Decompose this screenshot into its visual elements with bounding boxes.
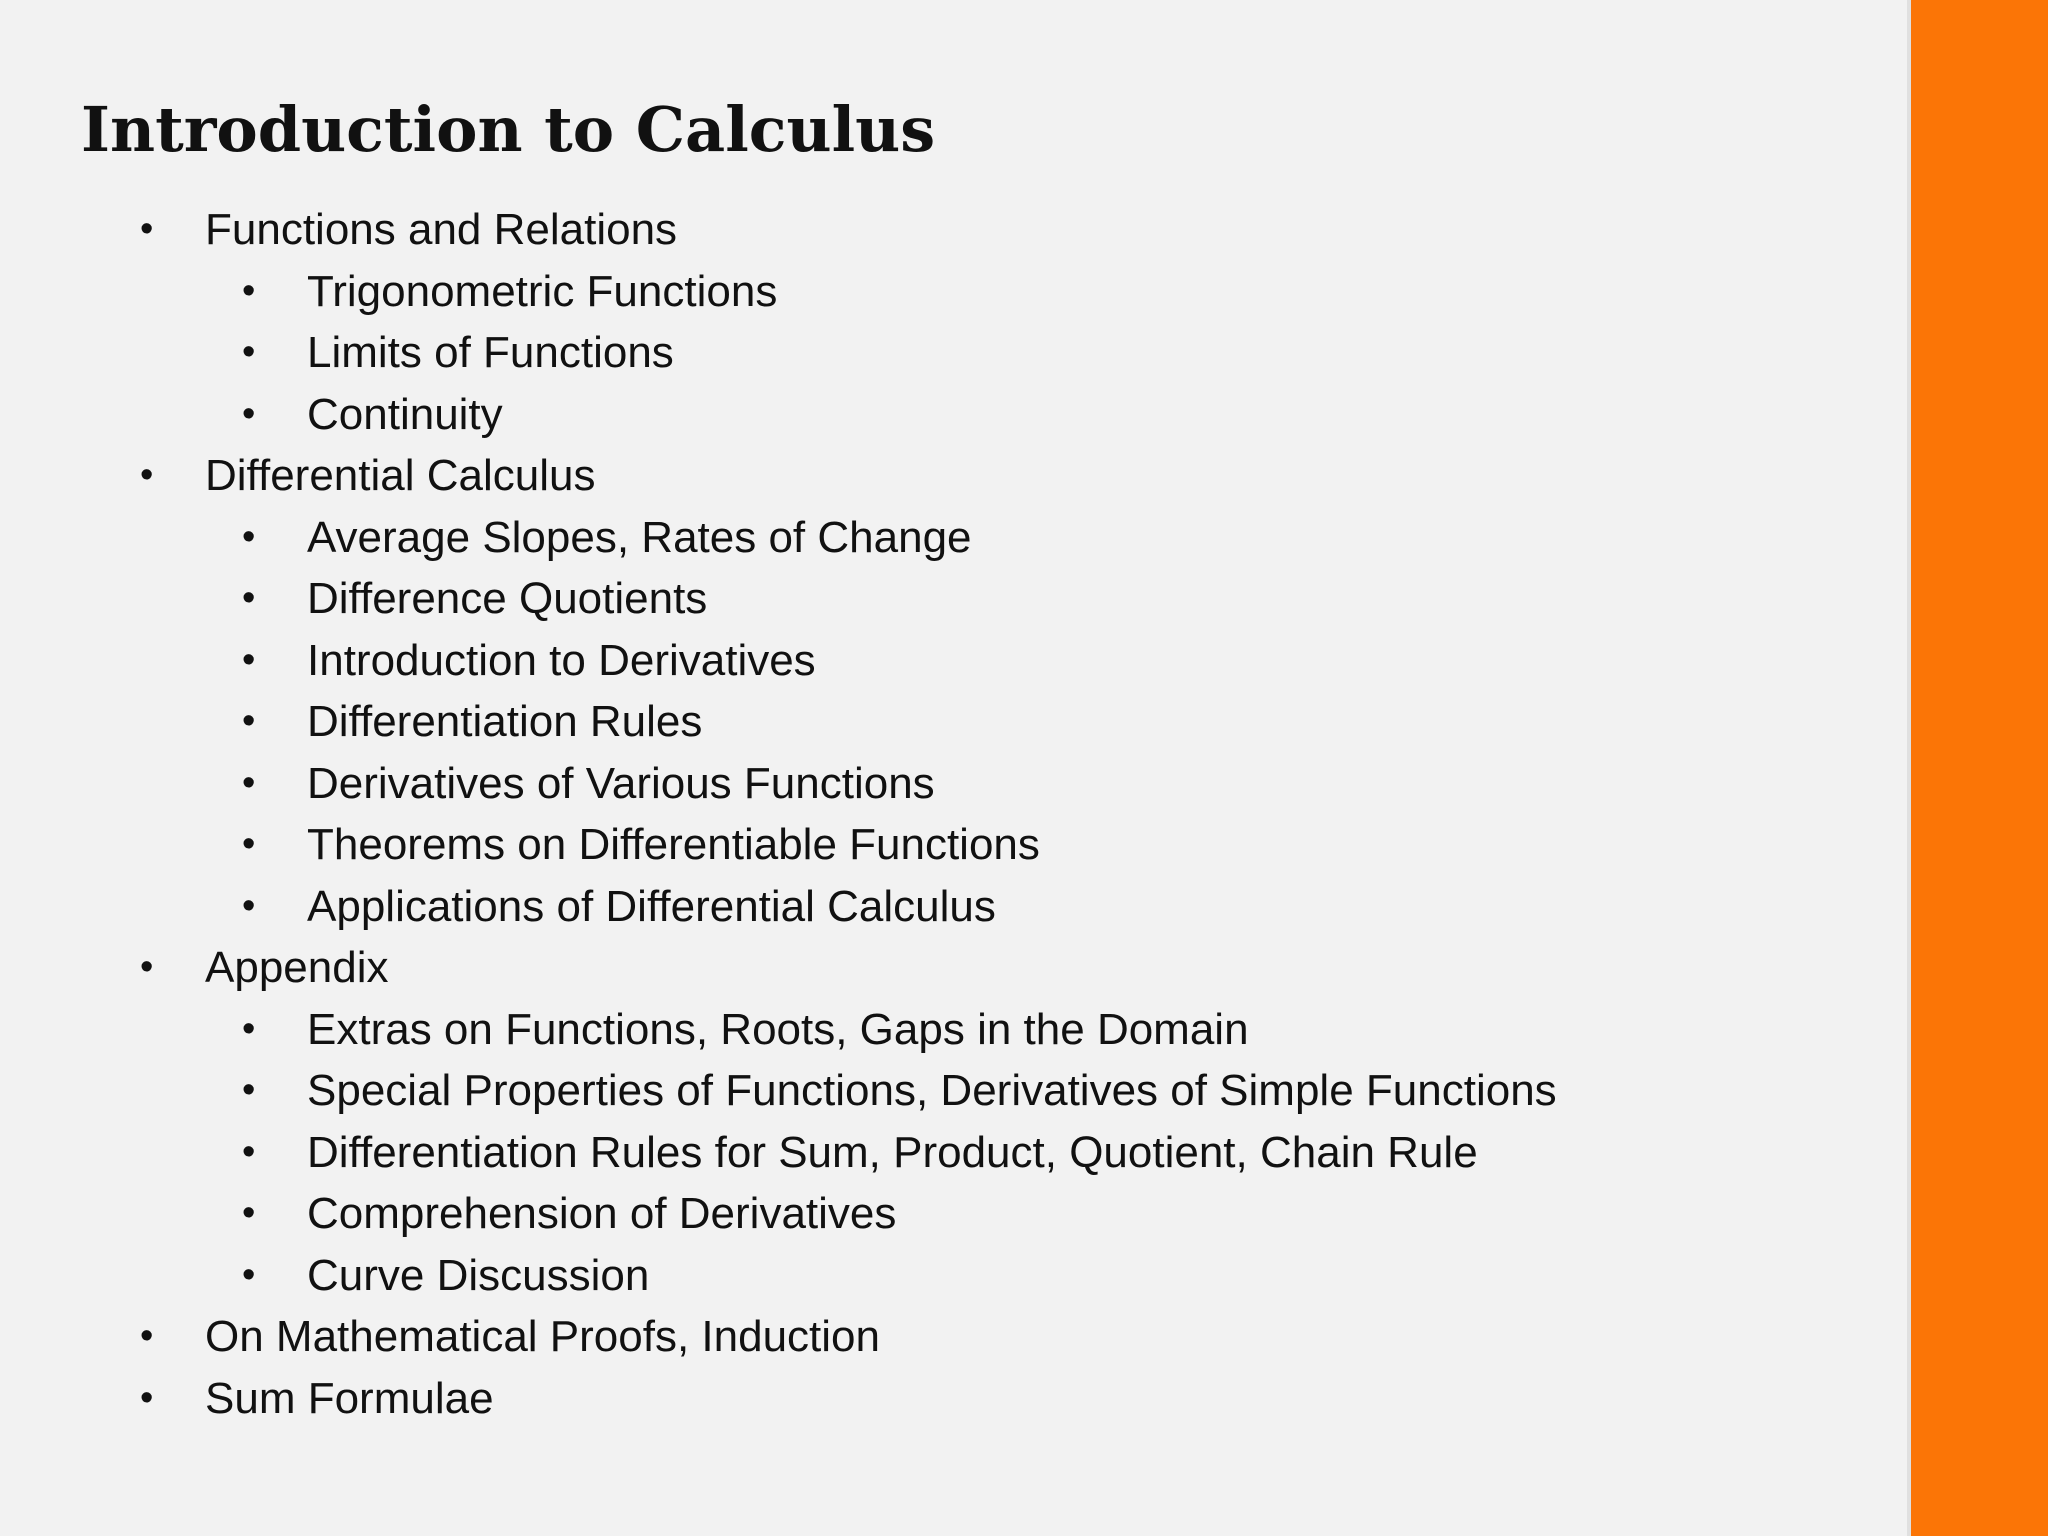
bullet-icon: • [242, 700, 256, 742]
bullet-icon: • [242, 638, 256, 681]
bullet-icon: • [242, 1192, 256, 1234]
outline-item-label: Appendix [205, 943, 389, 992]
outline-item-label: Comprehension of Derivatives [307, 1189, 897, 1238]
outline-item-label: Average Slopes, Rates of Change [307, 512, 972, 562]
slide-title: Introduction to Calculus [81, 93, 936, 166]
outline-item-label: Extras on Functions, Roots, Gaps in the Domain [307, 1004, 1249, 1054]
bullet-icon: • [140, 1315, 154, 1357]
outline-item-label: Functions and Relations [205, 205, 678, 254]
bullet-icon: • [140, 946, 154, 988]
outline-item-label: Theorems on Differentiable Functions [307, 820, 1040, 869]
outline-item-label: On Mathematical Proofs, Induction [205, 1312, 880, 1361]
bullet-icon: • [140, 1376, 154, 1419]
outline-item-label: Limits of Functions [307, 328, 674, 377]
bullet-icon: • [242, 331, 256, 373]
bullet-icon: • [242, 1130, 256, 1173]
bullet-icon: • [242, 884, 256, 927]
bullet-icon: • [242, 1007, 256, 1050]
outline-item-label: Sum Formulae [205, 1373, 494, 1423]
outline-item-label: Difference Quotients [307, 574, 708, 623]
bullet-icon: • [140, 454, 154, 496]
outline-item-label: Special Properties of Functions, Derivatives of Simple Functions [307, 1066, 1557, 1115]
outline-item-label: Differentiation Rules [307, 697, 703, 746]
outline-item-label: Trigonometric Functions [307, 266, 778, 316]
bullet-icon: • [242, 515, 256, 558]
outline-item-label: Derivatives of Various Functions [307, 758, 935, 808]
bullet-icon: • [242, 823, 256, 865]
outline-item-label: Differential Calculus [205, 451, 596, 500]
bullet-icon: • [140, 208, 154, 250]
outline-item-label: Introduction to Derivatives [307, 635, 816, 685]
outline-item-label: Differentiation Rules for Sum, Product, Quotient, Chain Rule [307, 1127, 1478, 1177]
outline-item-label: Continuity [307, 389, 503, 439]
outline-item-label: Applications of Differential Calculus [307, 881, 996, 931]
bullet-icon: • [242, 392, 256, 435]
accent-bar [1911, 0, 2048, 1536]
outline-item-label: Curve Discussion [307, 1250, 650, 1300]
bullet-icon: • [242, 577, 256, 619]
bullet-icon: • [242, 761, 256, 804]
bullet-icon: • [242, 269, 256, 312]
bullet-icon: • [242, 1069, 256, 1111]
bullet-icon: • [242, 1253, 256, 1296]
